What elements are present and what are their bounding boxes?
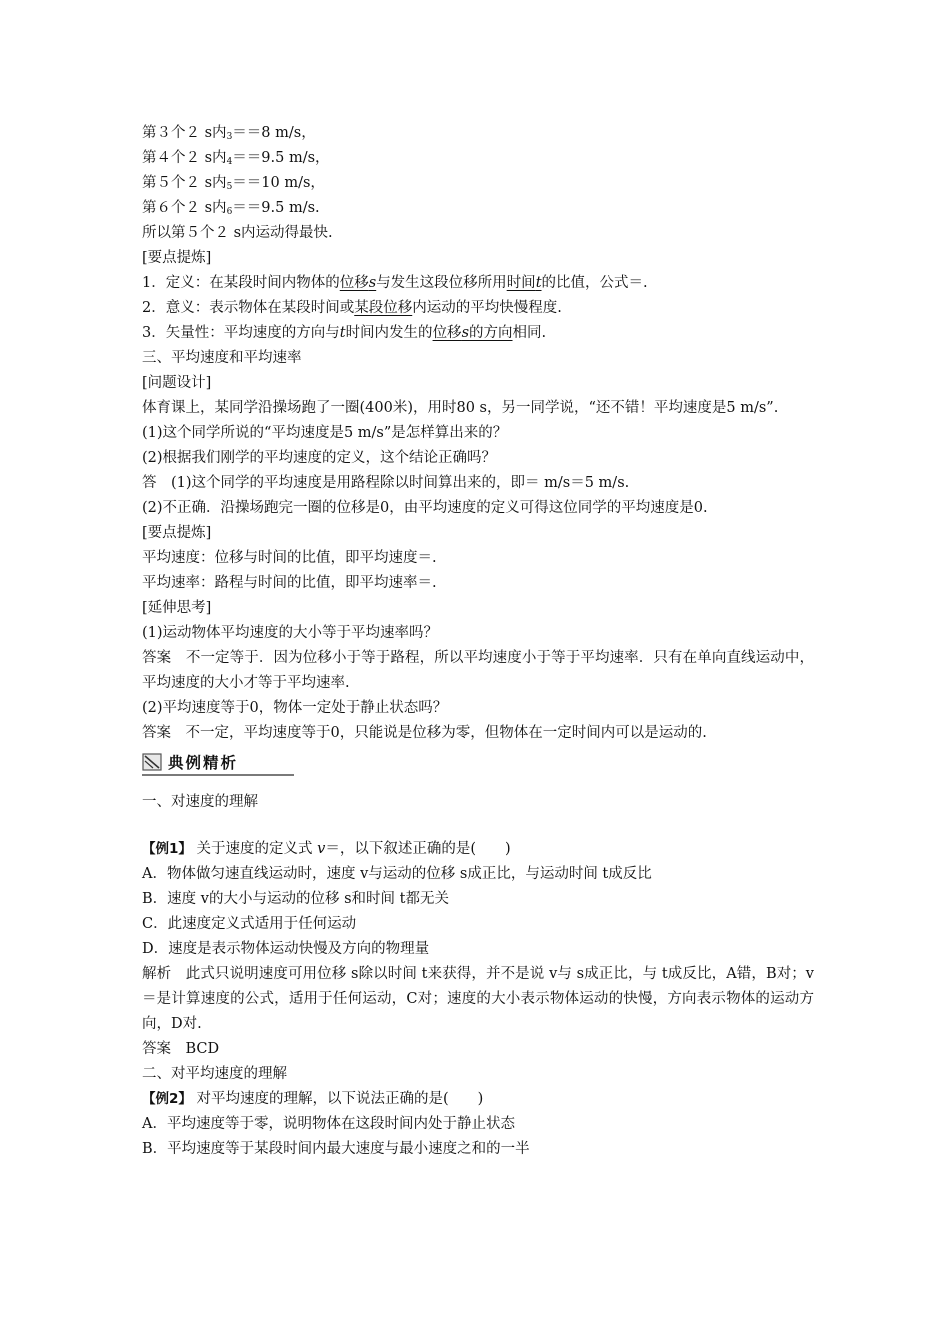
option-c: C．此速度定义式适用于任何运动 bbox=[142, 916, 357, 932]
problem-paragraph: 体育课上，某同学沿操场跑了一圈(400米)，用时80 s，另一同学说，“还不错！平均速度是5 m/s”. bbox=[142, 400, 779, 416]
segment-6-velocity bbox=[142, 196, 814, 221]
subscript: 4 bbox=[226, 157, 233, 167]
question-2: (2)根据我们刚学的平均速度的定义，这个结论正确吗？ bbox=[142, 450, 497, 466]
problem-design-heading: [问题设计] bbox=[142, 375, 212, 391]
text: 的方向 bbox=[469, 325, 513, 341]
subscript: 3 bbox=[226, 132, 233, 142]
extension-question-2: (2)平均速度等于0，物体一定处于静止状态吗？ bbox=[142, 700, 448, 716]
text: 对平均速度的理解，以下说法正确的是( ) bbox=[196, 1091, 484, 1107]
text: 1．定义：在某段时间内物体的 bbox=[142, 275, 340, 291]
subsection-title: 一、对速度的理解 bbox=[142, 794, 258, 810]
subscript: 6 bbox=[226, 207, 233, 217]
underlined-term bbox=[507, 275, 542, 291]
option-b: B．速度 v的大小与运动的位移 s和时间 t都无关 bbox=[142, 891, 449, 907]
text: ＝，以下叙述正确的是( ) bbox=[325, 841, 511, 857]
example-1-stem bbox=[142, 837, 814, 862]
meaning-line bbox=[142, 296, 814, 321]
conclusion-line: 所以第５个２ s内运动得最快. bbox=[142, 225, 333, 241]
spacer bbox=[142, 815, 814, 837]
example-tag: 【例2】 bbox=[142, 1091, 192, 1107]
example-1-answer: 答案 BCD bbox=[142, 1041, 220, 1057]
text: 3．矢量性：平均速度的方向与 bbox=[142, 325, 340, 341]
key-points-heading: [要点提炼] bbox=[142, 525, 212, 541]
text: 相同. bbox=[512, 325, 547, 341]
subsection-title: 二、对平均速度的理解 bbox=[142, 1066, 287, 1082]
text: 与发生这段位移所用 bbox=[376, 275, 507, 291]
extension-question-1: (1)运动物体平均速度的大小等于平均速率吗？ bbox=[142, 625, 439, 641]
option-a: A．平均速度等于零，说明物体在这段时间内处于静止状态 bbox=[142, 1116, 515, 1132]
segment-5-velocity bbox=[142, 171, 814, 196]
average-velocity-line: 平均速度：位移与时间的比值，即平均速度＝. bbox=[142, 550, 437, 566]
text: 位移 bbox=[339, 275, 369, 291]
text: ＝＝8 m/s， bbox=[232, 125, 316, 141]
text: 关于速度的定义式 bbox=[196, 841, 313, 857]
text: 第６个２ s内 bbox=[142, 200, 227, 216]
text: 第４个２ s内 bbox=[142, 150, 227, 166]
average-speed-line: 平均速率：路程与时间的比值，即平均速率＝. bbox=[142, 575, 437, 591]
text: 内运动的平均快慢程度. bbox=[412, 300, 562, 316]
extension-heading: [延伸思考] bbox=[142, 600, 212, 616]
example-2-stem bbox=[142, 1087, 814, 1112]
variable: s bbox=[368, 275, 377, 291]
example-tag: 【例1】 bbox=[142, 841, 192, 857]
key-points-heading: [要点提炼] bbox=[142, 250, 212, 266]
segment-4-velocity bbox=[142, 146, 814, 171]
examples-section-header bbox=[142, 752, 814, 780]
text: ＝＝10 m/s， bbox=[232, 175, 325, 191]
variable: v bbox=[317, 841, 326, 857]
underlined-term: 某段位移 bbox=[354, 300, 413, 316]
subscript: 5 bbox=[226, 182, 233, 192]
text: 位移 bbox=[432, 325, 462, 341]
text: 第３个２ s内 bbox=[142, 125, 227, 141]
text: 的比值，公式＝. bbox=[541, 275, 648, 291]
question-1: (1)这个同学所说的“平均速度是5 m/s”是怎样算出来的？ bbox=[142, 425, 508, 441]
text: ＝＝9.5 m/s. bbox=[232, 200, 320, 216]
variable: t bbox=[535, 275, 542, 291]
extension-answer-1: 答案 不一定等于．因为位移小于等于路程，所以平均速度小于等于平均速率．只有在单向直线运动中，平均速度的大小才等于平均速率. bbox=[142, 650, 814, 691]
variable: s bbox=[461, 325, 470, 341]
underlined-term bbox=[433, 325, 513, 341]
text: ＝＝9.5 m/s， bbox=[232, 150, 330, 166]
variable: t bbox=[339, 325, 346, 341]
answer-1: 答 (1)这个同学的平均速度是用路程除以时间算出来的，即＝ m/s＝5 m/s. bbox=[142, 475, 630, 491]
text: 时间 bbox=[506, 275, 536, 291]
examples-heading: 典例精析 bbox=[168, 754, 239, 772]
document-page bbox=[142, 121, 814, 1162]
text: 第５个２ s内 bbox=[142, 175, 227, 191]
definition-line bbox=[142, 271, 814, 296]
text: 时间内发生的 bbox=[345, 325, 433, 341]
heading-underline bbox=[142, 774, 294, 776]
option-b: B．平均速度等于某段时间内最大速度与最小速度之和的一半 bbox=[142, 1141, 530, 1157]
diagonal-lines-icon bbox=[142, 752, 162, 772]
underlined-term bbox=[340, 275, 376, 291]
extension-answer-2: 答案 不一定，平均速度等于0，只能说是位移为零，但物体在一定时间内可以是运动的. bbox=[142, 725, 707, 741]
answer-2: (2)不正确．沿操场跑完一圈的位移是0，由平均速度的定义可得这位同学的平均速度是0. bbox=[142, 500, 708, 516]
vector-line bbox=[142, 321, 814, 346]
segment-3-velocity bbox=[142, 121, 814, 146]
option-d: D．速度是表示物体运动快慢及方向的物理量 bbox=[142, 941, 430, 957]
text: 2．意义：表示物体在某段时间或 bbox=[142, 300, 355, 316]
section-title: 三、平均速度和平均速率 bbox=[142, 350, 302, 366]
example-1-analysis: 解析 此式只说明速度可用位移 s除以时间 t来获得，并不是说 v与 s成正比，与 t成反比，A错，B对；v＝是计算速度的公式，适用于任何运动，C对；速度的大小表示物体运动的快慢，方向表示物体的运动方向，D对. bbox=[142, 966, 814, 1032]
option-a: A．物体做匀速直线运动时，速度 v与运动的位移 s成正比，与运动时间 t成反比 bbox=[142, 866, 652, 882]
